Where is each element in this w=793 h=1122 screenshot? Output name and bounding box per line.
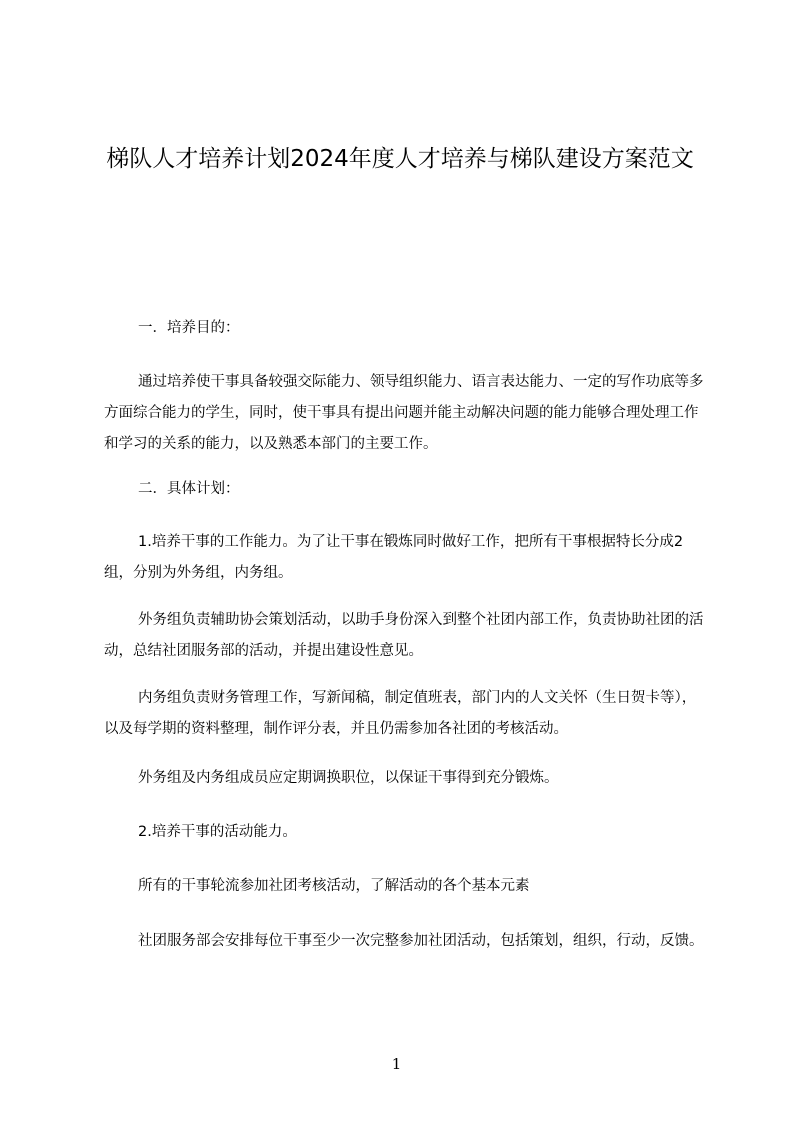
document-title: 梯队人才培养计划2024年度人才培养与梯队建设方案范文 xyxy=(106,146,694,172)
page-number: 1 xyxy=(391,1055,402,1073)
paragraph-rotation: 外务组及内务组成员应定期调换职位，以保证干事得到充分锻炼。 xyxy=(138,770,559,786)
paragraph-external-group: 外务组负责辅助协会策划活动，以助手身份深入到整个社团内部工作，负责协助社团的活动，总结社团服务部的活动，并提出建设性意见。 xyxy=(104,612,704,659)
paragraph-full-activity: 社团服务部会安排每位干事至少一次完整参加社团活动，包括策划，组织，行动，反馈。 xyxy=(138,933,704,949)
paragraph-purpose: 通过培养使干事具备较强交际能力、领导组织能力、语言表达能力、一定的写作功底等多方面综合能力的学生，同时，使干事具有提出问题并能主动解决问题的能力能够合理处理工作和学习的关系的能力，以及熟悉本部门的主要工作。 xyxy=(104,374,704,452)
section-heading-purpose: 一．培养目的： xyxy=(138,320,240,336)
paragraph-plan-2: 2.培养干事的活动能力。 xyxy=(138,824,297,840)
section-heading-plan: 二．具体计划： xyxy=(138,481,240,497)
paragraph-plan-1: 1.培养干事的工作能力。为了让干事在锻炼同时做好工作，把所有干事根据特长分成2组，分别为外务组，内务组。 xyxy=(104,534,684,581)
paragraph-internal-group: 内务组负责财务管理工作，写新闻稿，制定值班表，部门内的人文关怀（生日贺卡等），以及每学期的资料整理，制作评分表，并且仍需参加各社团的考核活动。 xyxy=(104,690,697,737)
paragraph-assessment: 所有的干事轮流参加社团考核活动，了解活动的各个基本元素 xyxy=(138,878,530,894)
